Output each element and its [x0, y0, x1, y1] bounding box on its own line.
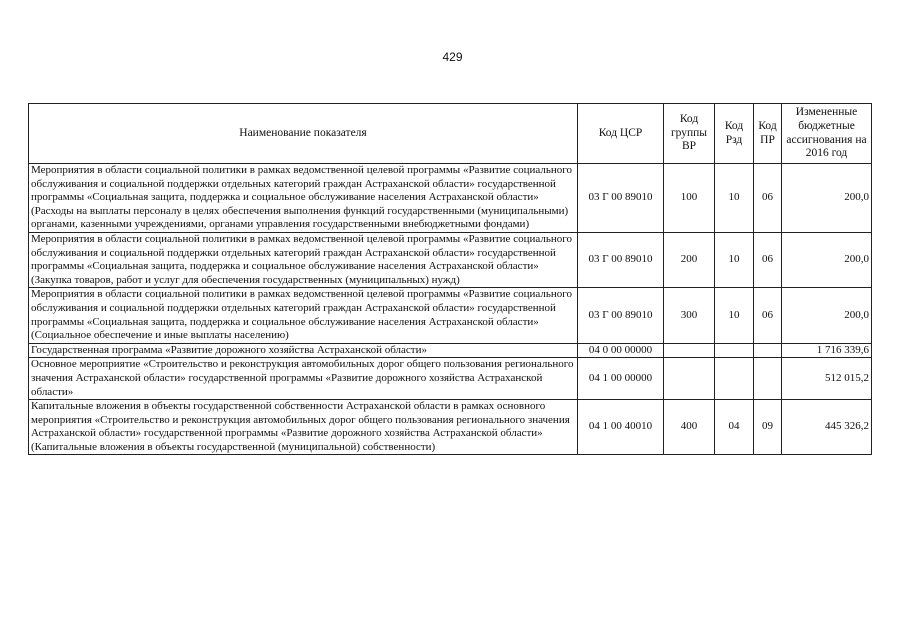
row-vr: 200 [664, 232, 715, 287]
row-rzd: 10 [715, 232, 754, 287]
row-name: Мероприятия в области социальной политики в рамках ведомственной целевой программы «Развитие социального обслуживания и социальной поддержки отдельных категорий граждан Астраханской области» государственной программы «Социальная защита, поддержка и социальное обслуживание населения Астраханской области» (Закупка товаров, работ и услуг для обеспечения государственных (муниципальных) нужд) [29, 232, 578, 287]
row-amount: 512 015,2 [782, 358, 872, 400]
row-rzd [715, 343, 754, 358]
row-rzd: 04 [715, 400, 754, 455]
row-amount: 200,0 [782, 288, 872, 343]
row-name: Капитальные вложения в объекты государственной собственности Астраханской области в рамках основного мероприятия «Строительство и реконструкция автомобильных дорог общего пользования регионального значения Астраханской области» государственной программы «Развитие дорожного хозяйства Астраханской области» (Капитальные вложения в объекты государственной (муниципальной) собственности) [29, 400, 578, 455]
table-row [29, 343, 872, 358]
row-csr: 03 Г 00 89010 [578, 232, 664, 287]
table-row [29, 164, 872, 233]
row-csr: 04 1 00 00000 [578, 358, 664, 400]
row-rzd: 10 [715, 164, 754, 233]
row-amount: 1 716 339,6 [782, 343, 872, 358]
row-csr: 04 1 00 40010 [578, 400, 664, 455]
row-vr [664, 358, 715, 400]
header-pr: Код ПР [754, 104, 782, 164]
row-amount: 200,0 [782, 232, 872, 287]
header-rzd: Код Рзд [715, 104, 754, 164]
row-name: Основное мероприятие «Строительство и реконструкция автомобильных дорог общего пользования регионального значения Астраханской области» государственной программы «Развитие дорожного хозяйства Астраханской области» [29, 358, 578, 400]
row-amount: 445 326,2 [782, 400, 872, 455]
row-pr: 06 [754, 288, 782, 343]
row-pr: 06 [754, 232, 782, 287]
row-pr [754, 343, 782, 358]
page-number: 429 [442, 50, 463, 64]
table-row [29, 288, 872, 343]
row-csr: 04 0 00 00000 [578, 343, 664, 358]
header-csr: Код ЦСР [578, 104, 664, 164]
row-vr: 400 [664, 400, 715, 455]
row-csr: 03 Г 00 89010 [578, 288, 664, 343]
row-pr [754, 358, 782, 400]
row-name: Государственная программа «Развитие дорожного хозяйства Астраханской области» [29, 343, 578, 358]
header-name: Наименование показателя [29, 104, 578, 164]
header-vr: Код группы ВР [664, 104, 715, 164]
table-row [29, 358, 872, 400]
table-row [29, 232, 872, 287]
header-amount: Измененные бюджетные ассигнования на 2016 год [782, 104, 872, 164]
row-name: Мероприятия в области социальной политики в рамках ведомственной целевой программы «Развитие социального обслуживания и социальной поддержки отдельных категорий граждан Астраханской области» государственной программы «Социальная защита, поддержка и социальное обслуживание населения Астраханской области» (Социальное обеспечение и иные выплаты населению) [29, 288, 578, 343]
table-header-row [29, 104, 872, 164]
row-vr: 100 [664, 164, 715, 233]
row-rzd: 10 [715, 288, 754, 343]
row-csr: 03 Г 00 89010 [578, 164, 664, 233]
row-pr: 09 [754, 400, 782, 455]
row-name: Мероприятия в области социальной политики в рамках ведомственной целевой программы «Развитие социального обслуживания и социальной поддержки отдельных категорий граждан Астраханской области» государственной программы «Социальная защита, поддержка и социальное обслуживание населения Астраханской области» (Расходы на выплаты персоналу в целях обеспечения выполнения функций государственными (муниципальными) органами, казенными учреждениями, органами управления государственными внебюджетными фондами) [29, 164, 578, 233]
row-pr: 06 [754, 164, 782, 233]
row-amount: 200,0 [782, 164, 872, 233]
table-row [29, 400, 872, 455]
row-vr: 300 [664, 288, 715, 343]
row-rzd [715, 358, 754, 400]
row-vr [664, 343, 715, 358]
budget-table [28, 103, 872, 455]
